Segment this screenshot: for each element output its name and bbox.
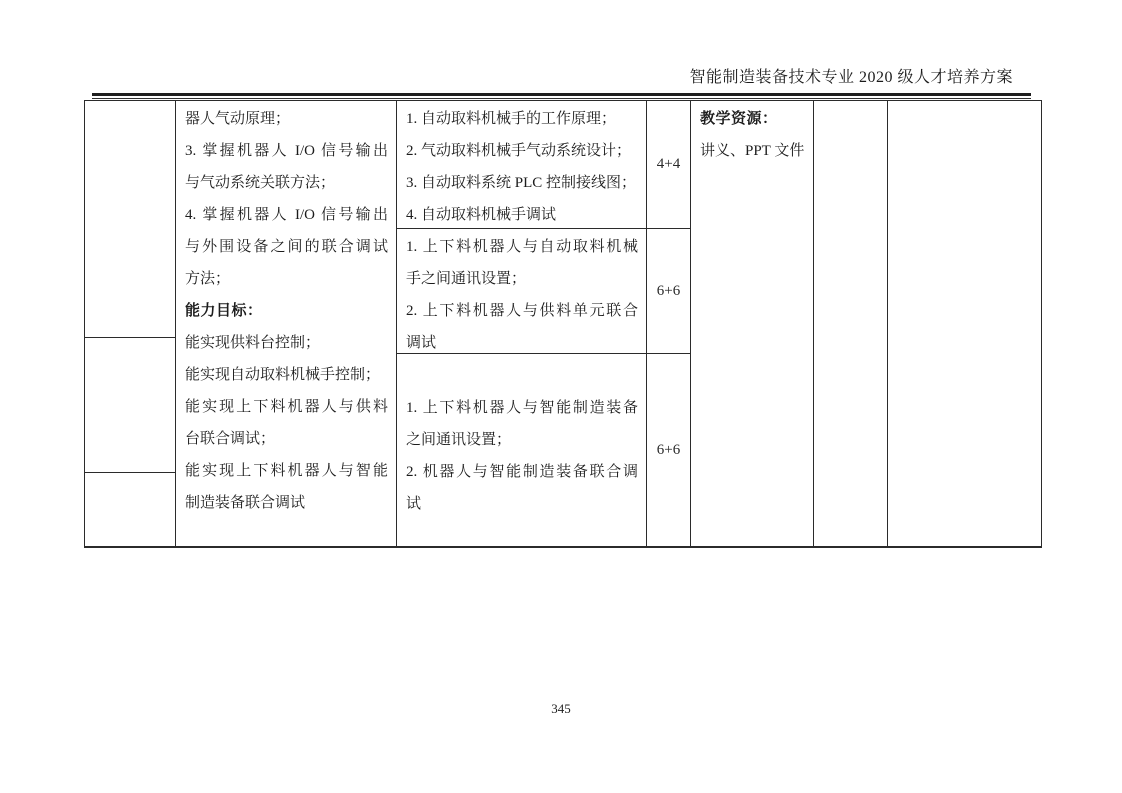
hours-column: [647, 101, 691, 546]
left-empty-cell-3: [85, 473, 175, 546]
content-line: 之间通讯设置；: [406, 432, 512, 448]
hours-cell-1: 4+4: [647, 101, 690, 229]
content-line: 手之间通讯设置；: [406, 271, 527, 287]
left-empty-column: [85, 101, 176, 546]
hours-cell-3: 6+6: [656, 441, 681, 458]
content-line: 4. 自动取料机械手调试: [406, 207, 557, 223]
goal-line: 能实现上下料机器人与供料: [185, 399, 388, 415]
content-line: 3. 自动取料系统 PLC 控制接线图；: [406, 175, 637, 191]
content-column: [397, 101, 647, 546]
goal-line: 方法；: [185, 271, 231, 287]
goal-line: 能实现自动取料机械手控制；: [185, 367, 381, 383]
content-line: 2. 上下料机器人与供料单元联合: [406, 303, 638, 319]
resources-cell: [691, 101, 814, 546]
empty-cell-right: [888, 101, 1041, 546]
course-table: [84, 100, 1042, 548]
goal-line: 3. 掌握机器人 I/O 信号输出: [185, 143, 388, 159]
page-number: 345: [551, 701, 571, 716]
content-cell-1: [397, 101, 646, 229]
content-line: 2. 气动取料机械手气动系统设计；: [406, 143, 632, 159]
goal-line: 制造装备联合调试: [185, 495, 306, 511]
goal-line: 与气动系统关联方法；: [185, 175, 336, 191]
content-line: 1. 上下料机器人与自动取料机械: [406, 239, 638, 255]
header-rule: [92, 93, 1031, 99]
header-title: 智能制造装备技术专业 2020 级人才培养方案: [689, 69, 1013, 86]
goal-line: 能实现上下料机器人与智能: [185, 463, 388, 479]
ability-goals-heading: 能力目标：: [185, 303, 263, 319]
empty-cell-mid: [814, 101, 888, 546]
content-line: 调试: [406, 335, 437, 351]
goal-line: 台联合调试；: [185, 431, 276, 447]
resources-heading: 教学资源：: [700, 111, 778, 127]
content-line: 1. 自动取料机械手的工作原理；: [406, 111, 617, 127]
left-empty-cell-1: [85, 101, 175, 338]
goal-line: 能实现供料台控制；: [185, 335, 321, 351]
goal-line: 与外围设备之间的联合调试: [185, 239, 388, 255]
hours-cell-2: 6+6: [647, 229, 690, 354]
resources-line: 讲义、PPT 文件: [700, 143, 805, 159]
content-line: 2. 机器人与智能制造装备联合调: [406, 464, 638, 480]
left-empty-cell-2: [85, 338, 175, 473]
content-cell-3: [397, 354, 646, 546]
content-line: 1. 上下料机器人与智能制造装备: [406, 400, 638, 416]
goal-line: 器人气动原理；: [185, 111, 291, 127]
content-cell-2: [397, 229, 646, 354]
content-line: 试: [406, 496, 422, 512]
goals-cell: [176, 101, 397, 546]
goal-line: 4. 掌握机器人 I/O 信号输出: [185, 207, 388, 223]
